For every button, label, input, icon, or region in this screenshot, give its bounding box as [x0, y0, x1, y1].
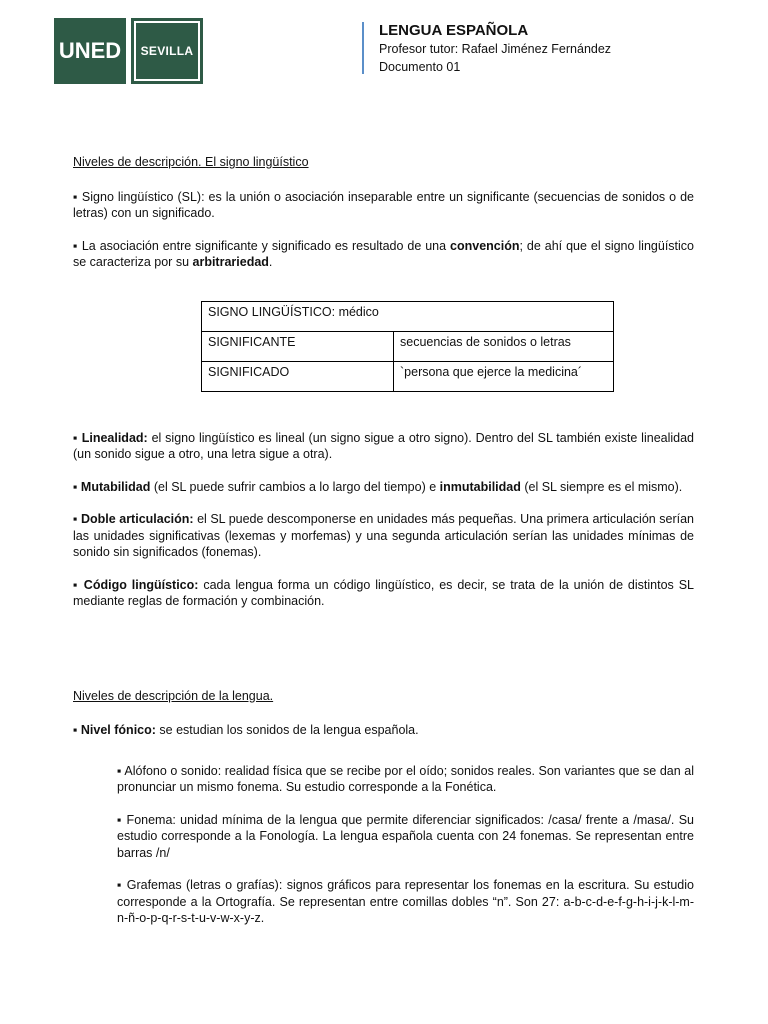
bullet: ▪: [73, 479, 81, 494]
table-cell-label: SIGNIFICADO: [202, 361, 394, 391]
sevilla-logo-text: SEVILLA: [140, 44, 194, 58]
document-number: Documento 01: [379, 60, 461, 74]
section-title-lengua: Niveles de descripción de la lengua.: [73, 688, 274, 703]
uned-logo: [54, 18, 126, 84]
header-info: [379, 22, 611, 76]
document-body: [73, 154, 694, 943]
text-run: cada lengua forma un código lingüístico, es decir, se trata de la unión de distintos SL mediante reglas de formación y combinación.: [73, 577, 694, 608]
bullet: ▪: [73, 577, 84, 592]
spacer: [73, 626, 694, 688]
section-title-signo: Niveles de descripción. El signo lingüístico: [73, 155, 309, 169]
bullet: ▪: [73, 723, 81, 737]
bold-mutabilidad: Mutabilidad: [80, 479, 151, 494]
tutor-name: Profesor tutor: Rafael Jiménez Fernández: [379, 42, 612, 56]
bullet: ▪: [73, 512, 81, 526]
bold-codigo-linguistico: Código lingüístico:: [83, 577, 199, 592]
paragraph-nivel-fonico: [73, 722, 694, 739]
paragraph-fonema: ▪ Fonema: unidad mínima de la lengua que permite diferenciar significados: /casa/ frente a /masa/. Su estudio corresponde a la Fonología. La lengua española cuenta con 24 fonemas. Se representan entre barras /n/: [117, 812, 694, 860]
uned-logo-text: UNED: [58, 38, 122, 63]
paragraph-linealidad: [73, 430, 694, 463]
text-run: ▪ La asociación entre significante y significado es resultado de una: [73, 238, 451, 253]
bold-convencion: convención: [450, 238, 520, 253]
table-row: [202, 361, 614, 391]
signo-table: [201, 301, 614, 392]
paragraph-signo-linguistico: ▪ Signo lingüístico (SL): es la unión o asociación inseparable entre un significante (secuencias de sonidos o de letras) con un significado.: [73, 189, 694, 220]
sevilla-logo: [131, 18, 203, 84]
header-divider: [362, 22, 364, 74]
table-header-cell: SIGNO LINGÜÍSTICO: médico: [202, 301, 614, 331]
table-row: [202, 331, 614, 361]
text-run: (el SL siempre es el mismo).: [520, 479, 683, 494]
paragraph-mutabilidad: [73, 479, 694, 496]
bullet: ▪: [73, 430, 82, 445]
paragraph-grafemas: ▪ Grafemas (letras o grafías): signos gráficos para representar los fonemas en la escritura. Su estudio corresponde a la Ortografía. Se representan entre comillas dobles “n”. Son 27: a-b-c-d-e-f-g-h-i-j-k-l-m-n-ñ-o-p-q-r-s-t-u-v-w-x-y-z.: [117, 878, 694, 925]
table-cell-label: SIGNIFICANTE: [202, 331, 394, 361]
text-run: el signo lingüístico es lineal (un signo sigue a otro signo). Dentro del SL también existe linealidad (un sonido sigue a otro, una letra sigue a otra).: [73, 430, 695, 461]
bold-linealidad: Linealidad:: [81, 430, 148, 445]
paragraph-codigo-linguistico: [73, 577, 694, 610]
bold-nivel-fonico: Nivel fónico:: [80, 723, 156, 737]
text-run: ; de ahí que el signo lingüístico se caracteriza por su: [73, 238, 694, 269]
text-run: .: [268, 255, 273, 269]
text-run: (el SL puede sufrir cambios a lo largo del tiempo) e: [150, 479, 440, 494]
spacer: [73, 755, 694, 763]
bold-arbitrariedad: arbitrariedad: [192, 255, 269, 269]
text-run: el SL puede descomponerse en unidades más pequeñas. Una primera articulación serían las unidades significativas (lexemas y morfemas) y una segunda articulación serían las unidades mínimas de sonido sin significados (fonemas).: [73, 512, 694, 559]
text-run: se estudian los sonidos de la lengua española.: [155, 723, 419, 737]
table-row: [202, 301, 614, 331]
table-cell-value: secuencias de sonidos o letras: [394, 331, 614, 361]
paragraph-alofono: ▪ Alófono o sonido: realidad física que se recibe por el oído; sonidos reales. Son variantes que se dan al pronunciar un mismo fonema. Su estudio corresponde a la Fonética.: [117, 763, 694, 794]
bold-doble-articulacion: Doble articulación:: [81, 512, 194, 526]
table-cell-value: `persona que ejerce la medicina´: [394, 361, 614, 391]
paragraph-doble-articulacion: [73, 511, 694, 561]
course-title: LENGUA ESPAÑOLA: [379, 22, 529, 39]
paragraph-convencion: [73, 238, 694, 271]
sevilla-logo-frame: [134, 21, 200, 81]
bold-inmutabilidad: inmutabilidad: [439, 479, 521, 494]
